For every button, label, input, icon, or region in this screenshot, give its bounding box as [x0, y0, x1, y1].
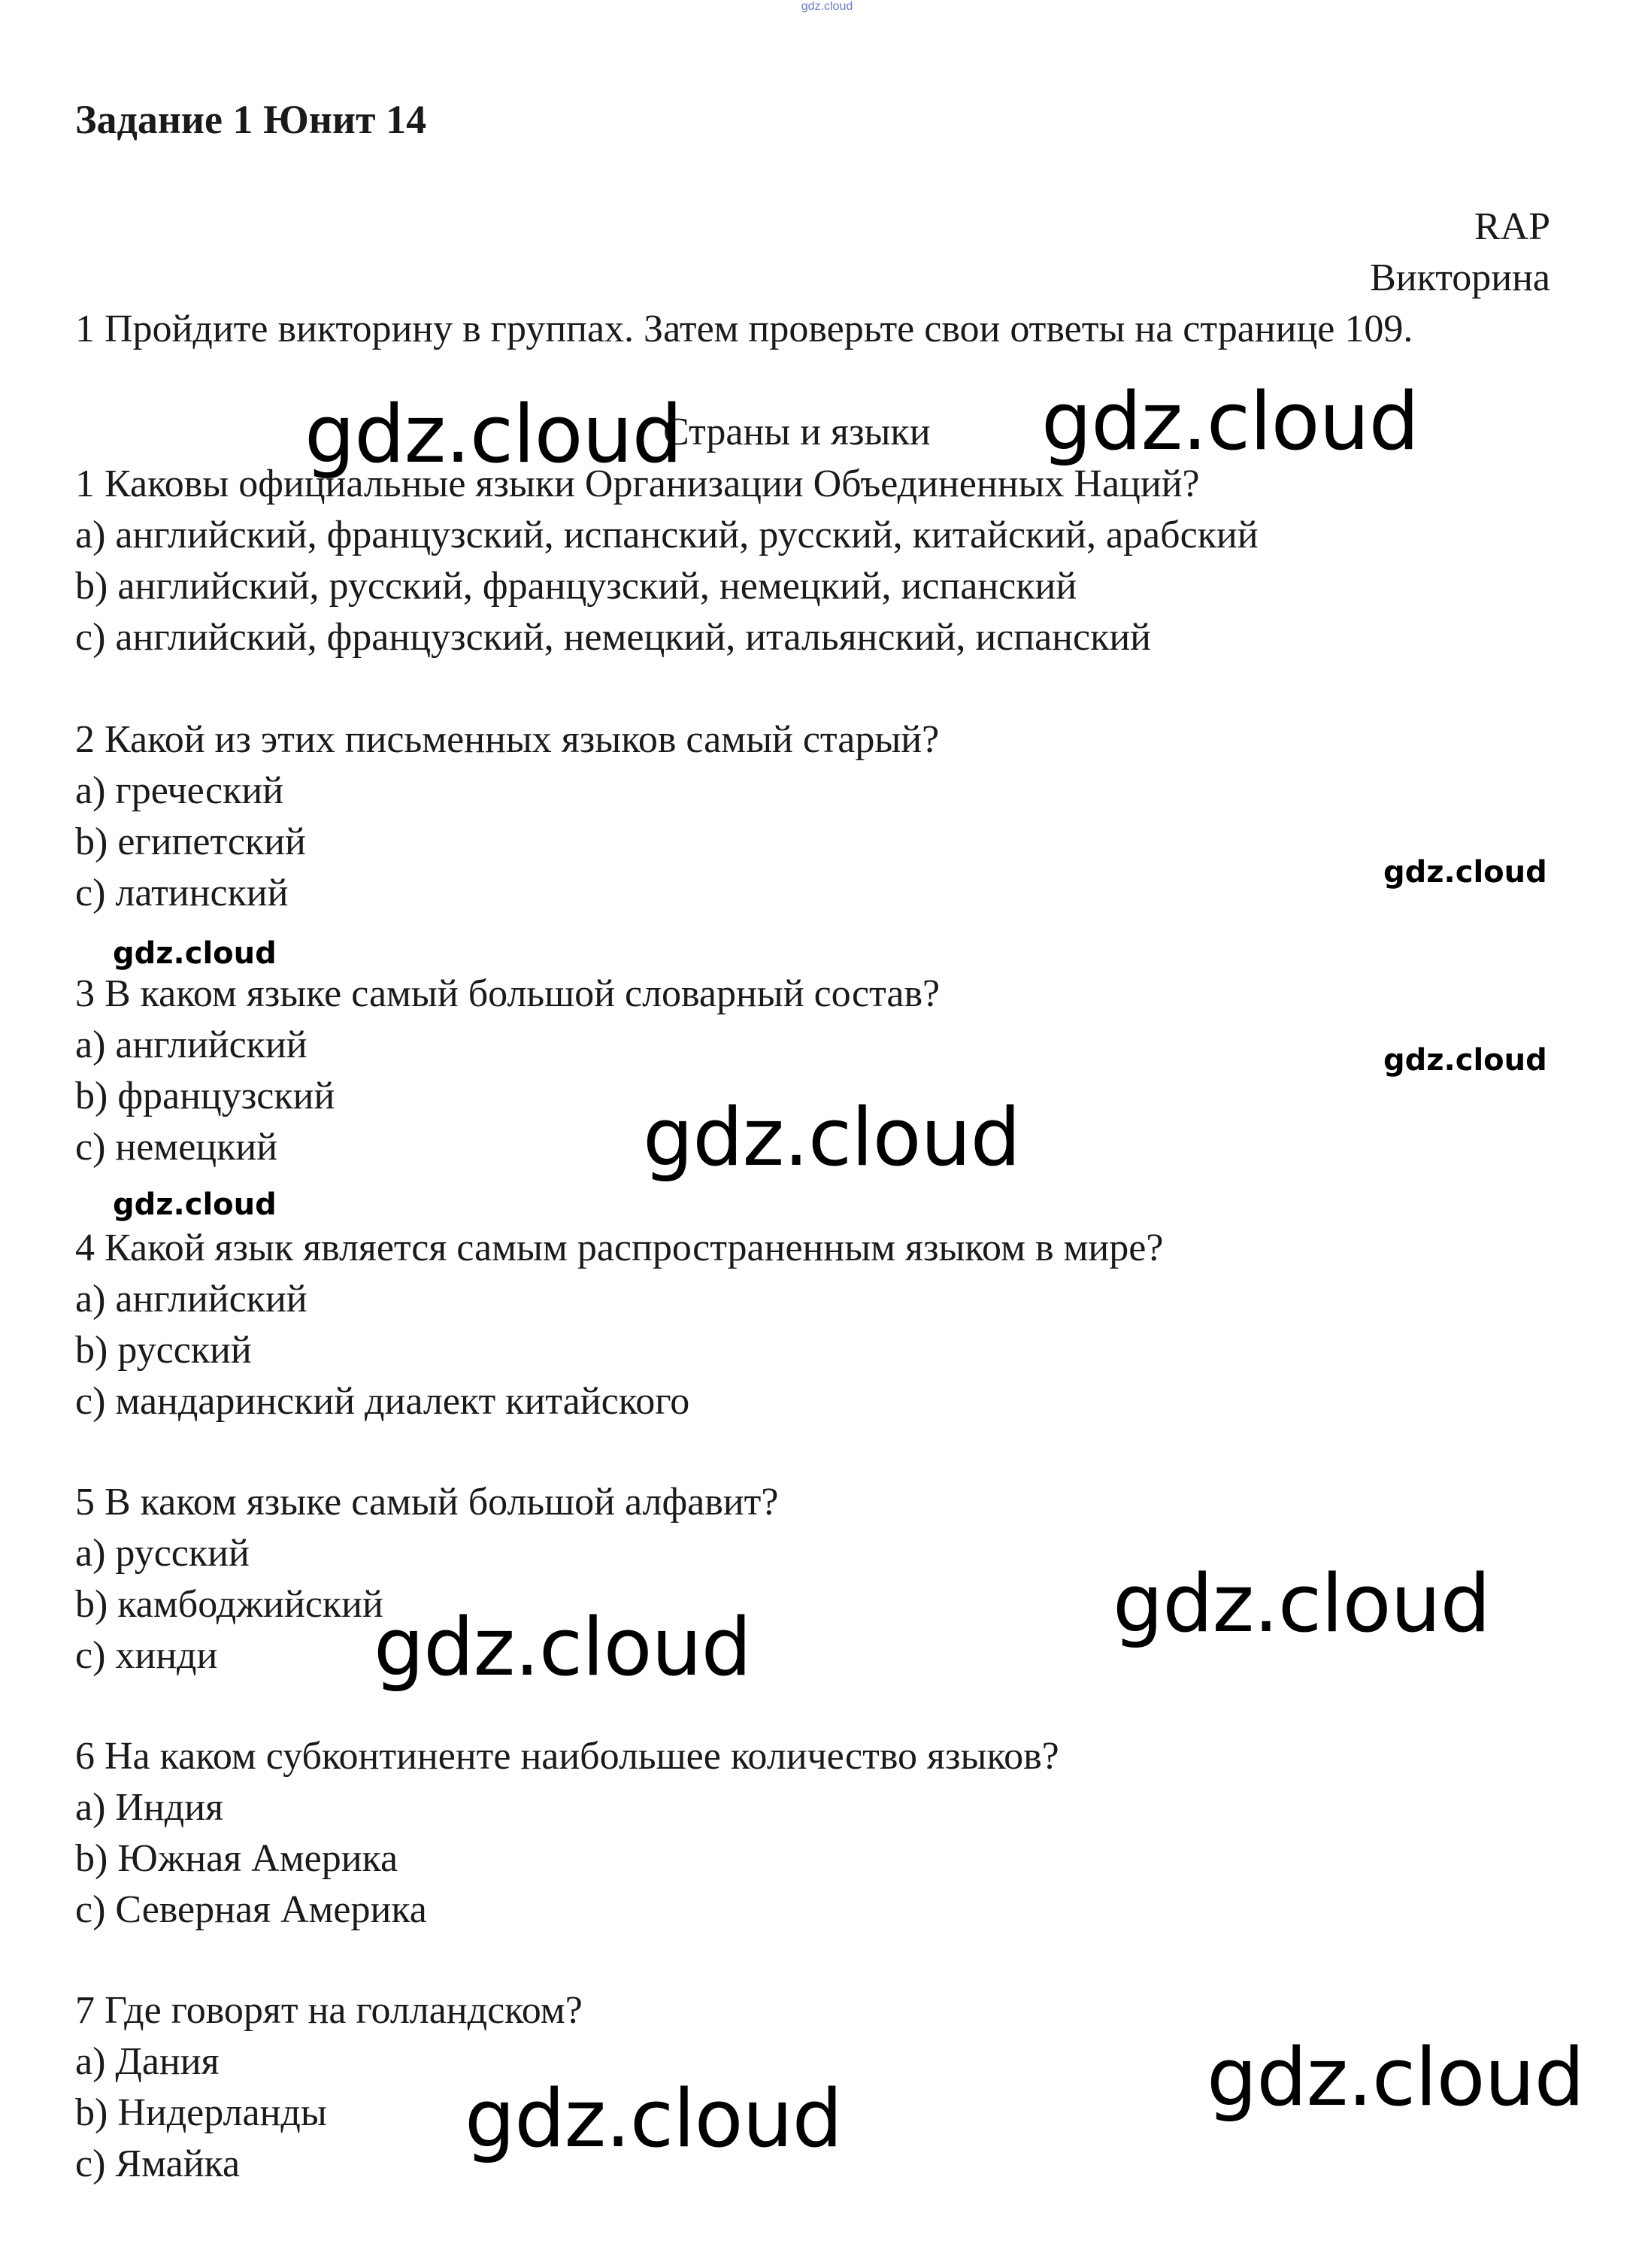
question-text: 7 Где говорят на голландском? — [75, 1989, 583, 2032]
answer-option: a) греческий — [75, 769, 284, 812]
answer-option: c) английский, французский, немецкий, итальянский, испанский — [75, 616, 1151, 659]
answer-option: b) египетский — [75, 820, 306, 863]
answer-option: b) французский — [75, 1075, 335, 1117]
watermark: gdz.cloud — [1383, 855, 1547, 890]
answer-option: b) английский, русский, французский, немецкий, испанский — [75, 565, 1077, 608]
watermark: gdz.cloud — [643, 1091, 1020, 1184]
question-block — [75, 1731, 1059, 1936]
page-title: Задание 1 Юнит 14 — [75, 97, 427, 142]
answer-option: c) мандаринский диалект китайского — [75, 1380, 690, 1423]
answer-option: b) русский — [75, 1329, 252, 1372]
answer-option: b) Нидерланды — [75, 2091, 327, 2134]
answer-option: a) английский — [75, 1023, 307, 1066]
question-block — [75, 459, 1259, 663]
answer-option: b) камбоджийский — [75, 1583, 383, 1626]
watermark: gdz.cloud — [1113, 1557, 1490, 1650]
answer-option: a) Дания — [75, 2040, 220, 2083]
answer-option: c) Ямайка — [75, 2142, 241, 2185]
answer-option: c) хинди — [75, 1634, 218, 1677]
answer-option: a) русский — [75, 1532, 250, 1575]
question-text: 4 Какой язык является самым распространенным языком в мире? — [75, 1226, 1164, 1269]
question-text: 1 Каковы официальные языки Организации Объединенных Наций? — [75, 462, 1200, 505]
question-block — [75, 1223, 1163, 1427]
intro-paragraph: 1 Пройдите викторину в группах. Затем проверьте свои ответы на странице 109. — [75, 308, 1413, 350]
question-block — [75, 714, 939, 919]
watermark: gdz.cloud — [1041, 375, 1419, 468]
watermark: gdz.cloud — [374, 1601, 751, 1693]
question-text: 6 На каком субконтиненте наибольшее количество языков? — [75, 1735, 1059, 1778]
question-text: 2 Какой из этих письменных языков самый старый? — [75, 718, 940, 761]
rap-label: RAP — [1474, 205, 1550, 248]
answer-option: c) немецкий — [75, 1126, 278, 1169]
answer-option: b) Южная Америка — [75, 1837, 398, 1880]
section-subtitle: Страны и языки — [663, 411, 931, 453]
quiz-label: Викторина — [1370, 256, 1550, 299]
watermark: gdz.cloud — [1207, 2031, 1584, 2124]
watermark: gdz.cloud — [465, 2072, 842, 2165]
answer-option: a) английский — [75, 1278, 307, 1320]
watermark: gdz.cloud — [1383, 1043, 1547, 1078]
watermark: gdz.cloud — [113, 936, 277, 971]
question-text: 5 В каком языке самый большой алфавит? — [75, 1481, 779, 1524]
answer-option: c) Северная Америка — [75, 1888, 427, 1931]
top-watermark: gdz.cloud — [801, 0, 853, 13]
answer-option: c) латинский — [75, 872, 289, 914]
watermark: gdz.cloud — [304, 388, 682, 481]
watermark: gdz.cloud — [113, 1187, 277, 1222]
answer-option: a) английский, французский, испанский, русский, китайский, арабский — [75, 514, 1259, 556]
question-text: 3 В каком языке самый большой словарный состав? — [75, 972, 941, 1015]
answer-option: a) Индия — [75, 1786, 223, 1829]
